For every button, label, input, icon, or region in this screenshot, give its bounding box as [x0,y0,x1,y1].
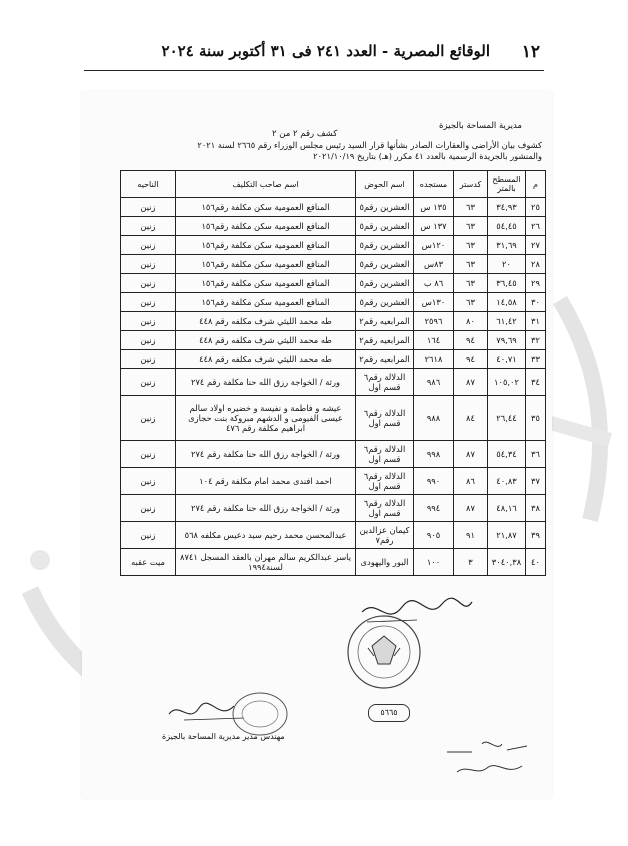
table-row [121,293,546,312]
cell-owner: ورثة / الخواجة رزق الله حنا مكلفة رقم ٢٧٤ [176,369,356,396]
table-row [121,236,546,255]
cell-district: زنين [121,468,176,495]
cell-area: ٧٩,٦٩ [488,331,526,350]
cell-kadaster: ٨٤ [454,396,488,441]
cell-owner: المنافع العمومية سكن مكلفة رقم١٥٦ [176,198,356,217]
cell-kadaster: ٦٣ [454,293,488,312]
cell-num: ٣٥ [526,396,546,441]
cell-mostajada: ١٢٠س [414,236,454,255]
col-header-hod: اسم الحوض [356,171,414,198]
document-description [118,140,542,162]
cell-num: ٢٦ [526,217,546,236]
cell-hod: العشرين رقم٥ [356,198,414,217]
cell-num: ٢٧ [526,236,546,255]
cell-owner: المنافع العمومية سكن مكلفة رقم١٥٦ [176,293,356,312]
cell-kadaster: ٨٠ [454,312,488,331]
cell-area: ١٠٥,٠٢ [488,369,526,396]
col-header-mostajada: مستجده [414,171,454,198]
cell-owner: احمد افندى محمد امام مكلفة رقم ١٠٤ [176,468,356,495]
cell-area: ٢٦,٤٤ [488,396,526,441]
cell-mostajada: ٩٠٥ [414,522,454,549]
cell-area: ١٤,٥٨ [488,293,526,312]
cell-area: ٤٠,٧١ [488,350,526,369]
cell-hod: العشرين رقم٥ [356,274,414,293]
department-name: مديرية المساحة بالجيزة [439,121,522,131]
cell-area: ٤٨,١٦ [488,495,526,522]
table-row [121,198,546,217]
cell-kadaster: ٨٧ [454,441,488,468]
cell-hod: البور واليهودى [356,549,414,576]
table-row [121,255,546,274]
cell-mostajada: ١٣٠س [414,293,454,312]
cell-owner: طه محمد الليثي شرف مكلفه رقم ٤٤٨ [176,312,356,331]
sheet-label: كشف رقم ٢ من ٢ [272,129,338,139]
cell-hod: العشرين رقم٥ [356,217,414,236]
cell-hod: العشرين رقم٥ [356,236,414,255]
cell-hod: الدلالة رقم٦ قسم اول [356,369,414,396]
table-row [121,312,546,331]
cell-mostajada: ٩٩٠ [414,468,454,495]
table-row [121,369,546,396]
cell-kadaster: ٨٧ [454,369,488,396]
cell-hod: المرابعيه رقم٢ [356,350,414,369]
cell-num: ٣٠ [526,293,546,312]
cell-owner: طه محمد الليثي شرف مكلفه رقم ٤٤٨ [176,331,356,350]
cell-district: زنين [121,236,176,255]
cell-mostajada: ٢٥٩٦ [414,312,454,331]
cell-num: ٣٢ [526,331,546,350]
engineer-stamp [230,690,290,738]
cell-kadaster: ٩٤ [454,350,488,369]
table-row [121,441,546,468]
land-table [120,170,546,576]
cell-area: ٢٠ [488,255,526,274]
cell-hod: كيمان عزالدين رقم٧ [356,522,414,549]
cell-kadaster: ٩٤ [454,331,488,350]
cell-mostajada: ٩٩٤ [414,495,454,522]
cell-num: ٣٨ [526,495,546,522]
cell-owner: طه محمد الليثي شرف مكلفه رقم ٤٤٨ [176,350,356,369]
table-row [121,495,546,522]
cell-mostajada: ٩٨٦ [414,369,454,396]
page-header [0,38,628,72]
cell-hod: العشرين رقم٥ [356,255,414,274]
cell-district: زنين [121,293,176,312]
cell-kadaster: ٨٧ [454,495,488,522]
cell-area: ٣٤,٩٣ [488,198,526,217]
table-header-row [121,171,546,198]
col-header-area: المسطح بالمتر [488,171,526,198]
cell-owner: ورثة / الخواجة رزق الله حنا مكلفة رقم ٢٧٤ [176,441,356,468]
cell-num: ٤٠ [526,549,546,576]
header-rule [84,70,544,71]
cell-mostajada: ٩٨٨ [414,396,454,441]
table-row [121,522,546,549]
gazette-title: الوقائع المصرية - العدد ٢٤١ فى ٣١ أكتوبر سنة ٢٠٢٤ [161,42,490,60]
cell-owner: المنافع العمومية سكن مكلفة رقم١٥٦ [176,217,356,236]
cell-hod: العشرين رقم٥ [356,293,414,312]
scanned-document [82,92,552,798]
cell-num: ٢٨ [526,255,546,274]
cell-num: ٣٦ [526,441,546,468]
cell-district: زنين [121,495,176,522]
table-row [121,396,546,441]
cell-mostajada: ٨٦ ب [414,274,454,293]
cell-district: زنين [121,217,176,236]
table-row [121,331,546,350]
table-row [121,350,546,369]
cell-mostajada: ٢٦١٨ [414,350,454,369]
col-header-kadaster: كدستر [454,171,488,198]
cell-owner: ورثة / الخواجة رزق الله حنا مكلفة رقم ٢٧٤ [176,495,356,522]
cell-area: ٢١,٨٧ [488,522,526,549]
engineer-title: مهندس مدير مديرية المساحة بالجيزة [162,732,285,741]
handwritten-note [442,732,532,782]
cell-area: ٣٠٤٠,٣٨ [488,549,526,576]
col-header-district: الناحيه [121,171,176,198]
cell-kadaster: ٦٣ [454,236,488,255]
cell-owner: المنافع العمومية سكن مكلفة رقم١٥٦ [176,274,356,293]
cell-num: ٢٥ [526,198,546,217]
description-line-1: كشوف بيان الأراضى والعقارات الصادر بشأنها قرار السيد رئيس مجلس الوزراء رقم ٢٦٦٥ لسنة ٢٠٢١ [197,140,542,150]
cell-owner: عبدالمحسن محمد رحيم سيد دعيس مكلفه ٥٦٨ [176,522,356,549]
cell-hod: المرابعيه رقم٢ [356,312,414,331]
col-header-num: م [526,171,546,198]
cell-district: زنين [121,255,176,274]
cell-district: زنين [121,198,176,217]
cell-area: ٣١,٦٩ [488,236,526,255]
cell-kadaster: ٦٣ [454,274,488,293]
cell-district: زنين [121,274,176,293]
cell-district: زنين [121,350,176,369]
cell-owner: المنافع العمومية سكن مكلفة رقم١٥٦ [176,236,356,255]
table-row [121,274,546,293]
cell-district: زنين [121,331,176,350]
cell-owner: ياسر عبدالكريم سالم مهران بالعقد المسجل ٨٧٤١ لسنة١٩٩٤ [176,549,356,576]
cell-mostajada: ٩٩٨ [414,441,454,468]
cell-kadaster: ٨٦ [454,468,488,495]
cell-hod: الدلالة رقم٦ قسم اول [356,468,414,495]
cell-hod: الدلالة رقم٦ قسم اول [356,396,414,441]
cell-num: ٢٩ [526,274,546,293]
cell-mostajada: ١٦٤ [414,331,454,350]
cell-district: زنين [121,522,176,549]
cell-num: ٣٧ [526,468,546,495]
cell-area: ٥٤,٣٤ [488,441,526,468]
table-row [121,549,546,576]
cell-kadaster: ٩١ [454,522,488,549]
cell-num: ٣١ [526,312,546,331]
cell-owner: عيشه و فاطمة و نفيسة و خضيره اولاد سالم عيسى الفيومى و الدشهم مبروكة بنت حجازى ابراهيم مكلفة رقم ٤٧٦ [176,396,356,441]
cell-district: زنين [121,369,176,396]
cell-kadaster: ٦٣ [454,198,488,217]
cell-district: زنين [121,312,176,331]
cell-owner: المنافع العمومية سكن مكلفة رقم١٥٦ [176,255,356,274]
description-line-2: والمنشور بالجريدة الرسمية بالعدد ٤١ مكرر (هـ) بتاريخ ٢٠٢١/١٠/١٩ [313,151,542,161]
page-number: ١٢ [521,42,540,62]
cell-area: ٦١,٤٢ [488,312,526,331]
cell-mostajada: ١٠٠ [414,549,454,576]
cell-district: زنين [121,441,176,468]
cell-num: ٣٩ [526,522,546,549]
cell-hod: الدلالة رقم٦ قسم اول [356,441,414,468]
cell-mostajada: ١٣٧ س [414,217,454,236]
cell-kadaster: ٦٣ [454,217,488,236]
table-row [121,468,546,495]
cell-area: ٥٤,٤٥ [488,217,526,236]
cell-district: ميت عقبه [121,549,176,576]
official-stamp-eagle [344,612,424,692]
cell-district: زنين [121,396,176,441]
cell-hod: الدلالة رقم٦ قسم اول [356,495,414,522]
cell-mostajada: ٨٣س [414,255,454,274]
cell-kadaster: ٣ [454,549,488,576]
cell-hod: المرابعيه رقم٢ [356,331,414,350]
cell-area: ٤٠,٨٣ [488,468,526,495]
cell-num: ٣٣ [526,350,546,369]
cell-num: ٣٤ [526,369,546,396]
stamp-number: ٥٦٦٥ [368,704,410,722]
table-row [121,217,546,236]
cell-mostajada: ١٣٥ س [414,198,454,217]
cell-kadaster: ٦٣ [454,255,488,274]
cell-area: ٣٦,٤٥ [488,274,526,293]
col-header-owner: اسم صاحب التكليف [176,171,356,198]
